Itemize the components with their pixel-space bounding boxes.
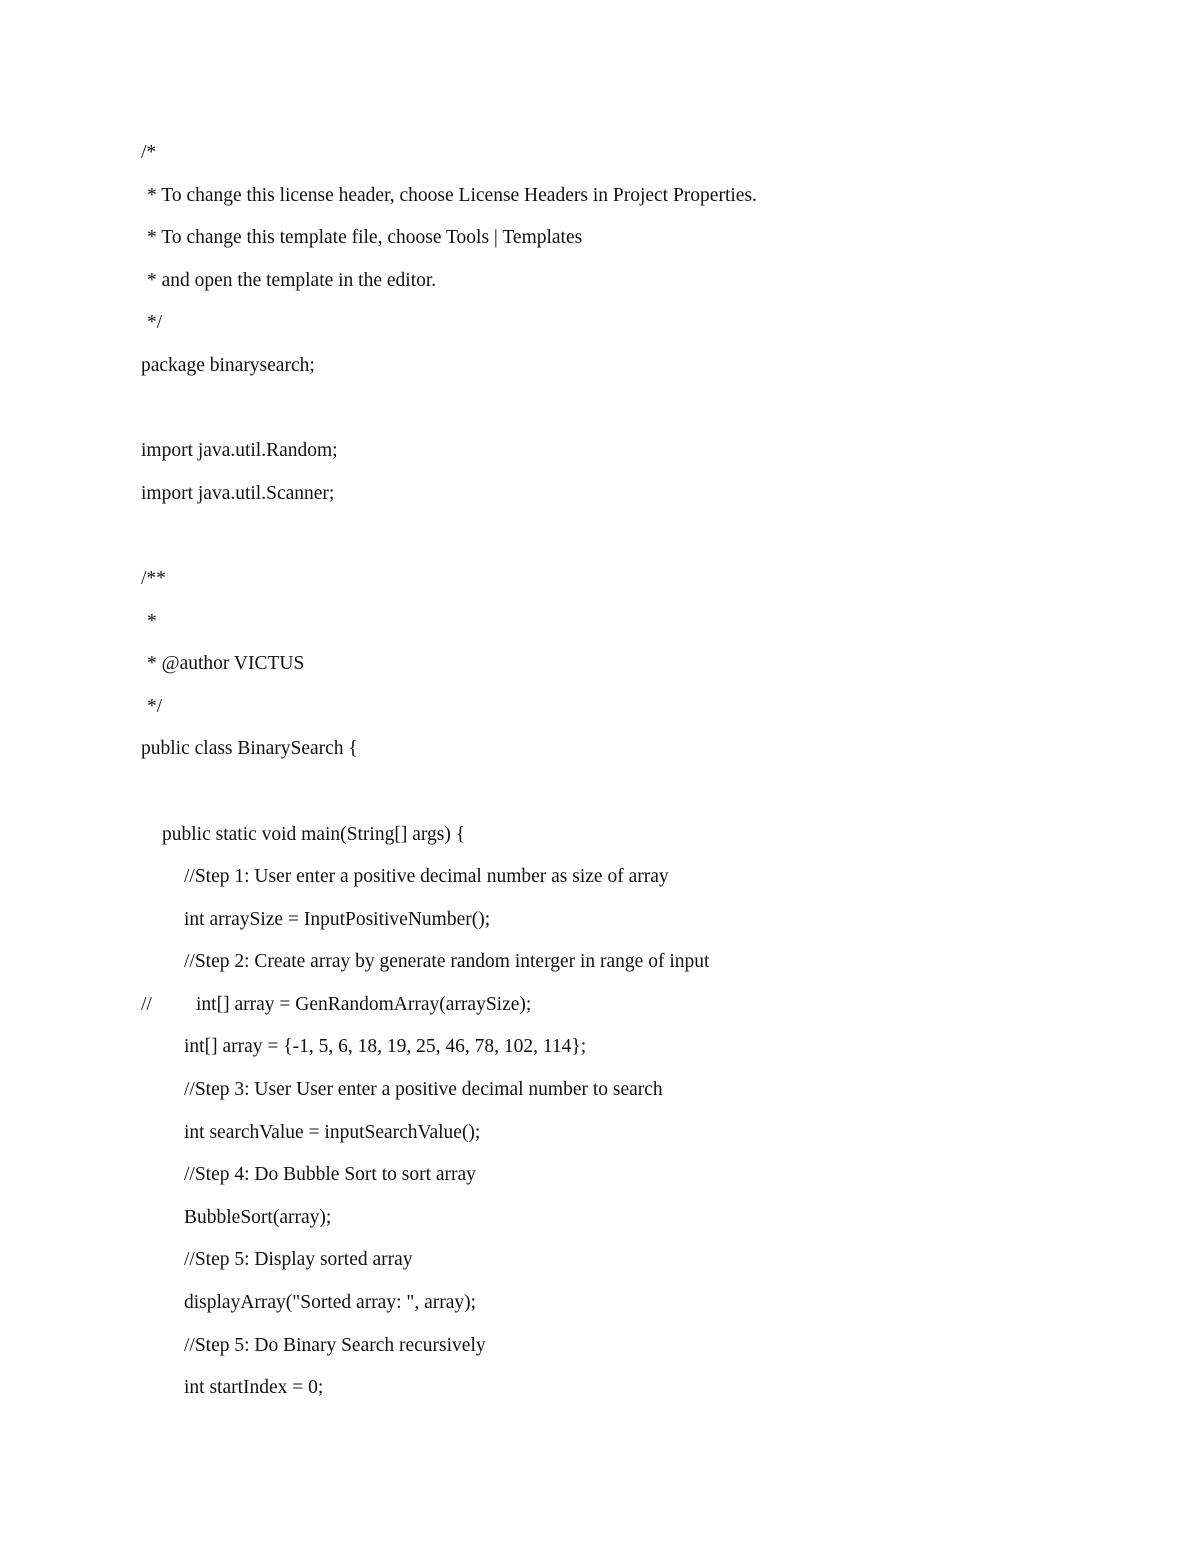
code-line (141, 905, 1121, 948)
code-line (141, 181, 1121, 224)
code-line (141, 351, 1121, 394)
code-line (141, 1118, 1121, 1161)
code-line-text: //Step 5: Display sorted array (184, 1249, 413, 1271)
code-line (141, 692, 1121, 735)
source-code-block (141, 138, 1121, 1416)
code-line-text: //Step 3: User User enter a positive decimal number to search (184, 1079, 663, 1101)
code-line-text: //Step 2: Create array by generate random interger in range of input (184, 951, 710, 973)
code-line (141, 947, 1121, 990)
code-line-text: * and open the template in the editor. (147, 269, 437, 291)
code-line-text: * @author VICTUS (147, 653, 305, 675)
code-line-text: * To change this license header, choose License Headers in Project Properties. (147, 184, 757, 206)
code-line-text: * (147, 610, 157, 632)
code-line (141, 1288, 1121, 1331)
code-line-text: displayArray("Sorted array: ", array); (184, 1292, 477, 1314)
code-line-text: BubbleSort(array); (184, 1206, 332, 1228)
code-line-text: package binarysearch; (141, 354, 315, 376)
code-line (141, 436, 1121, 479)
code-line-text: int startIndex = 0; (184, 1377, 324, 1399)
code-line-text: int searchValue = inputSearchValue(); (184, 1121, 481, 1143)
code-line (141, 223, 1121, 266)
line-comment-marker: // (141, 993, 152, 1015)
code-line (141, 862, 1121, 905)
code-line (141, 1032, 1121, 1075)
code-line (141, 479, 1121, 522)
code-line-text: * To change this template file, choose Tools | Templates (147, 227, 583, 249)
code-line (141, 564, 1121, 607)
code-line-text: import java.util.Scanner; (141, 482, 335, 504)
code-line (141, 1245, 1121, 1288)
code-line (141, 1331, 1121, 1374)
code-line (141, 990, 1121, 1033)
code-line-text: /* (141, 142, 157, 163)
code-line-text: //Step 1: User enter a positive decimal number as size of array (184, 866, 669, 888)
code-line (141, 394, 1121, 437)
code-line (141, 138, 1121, 181)
code-line-text: //Step 4: Do Bubble Sort to sort array (184, 1164, 476, 1186)
code-line-text: */ (147, 312, 163, 334)
code-line (141, 1075, 1121, 1118)
code-line (141, 820, 1121, 863)
code-line (141, 734, 1121, 777)
code-line-text: int[] array = GenRandomArray(arraySize); (196, 993, 532, 1015)
code-line (141, 521, 1121, 564)
code-line-text: int[] array = {-1, 5, 6, 18, 19, 25, 46, 78, 102, 114}; (184, 1036, 587, 1058)
code-line (141, 266, 1121, 309)
code-line (141, 777, 1121, 820)
code-line-text: int arraySize = InputPositiveNumber(); (184, 908, 491, 930)
code-line (141, 1160, 1121, 1203)
code-line (141, 607, 1121, 650)
code-line (141, 649, 1121, 692)
code-line-text: public class BinarySearch { (141, 738, 358, 760)
code-line-text: /** (141, 567, 166, 589)
code-line-text: public static void main(String[] args) { (162, 823, 466, 845)
code-line-text: import java.util.Random; (141, 440, 338, 462)
code-line (141, 308, 1121, 351)
code-line-text: */ (147, 695, 163, 717)
code-line-text: //Step 5: Do Binary Search recursively (184, 1334, 486, 1356)
code-line (141, 1373, 1121, 1416)
code-line (141, 1203, 1121, 1246)
